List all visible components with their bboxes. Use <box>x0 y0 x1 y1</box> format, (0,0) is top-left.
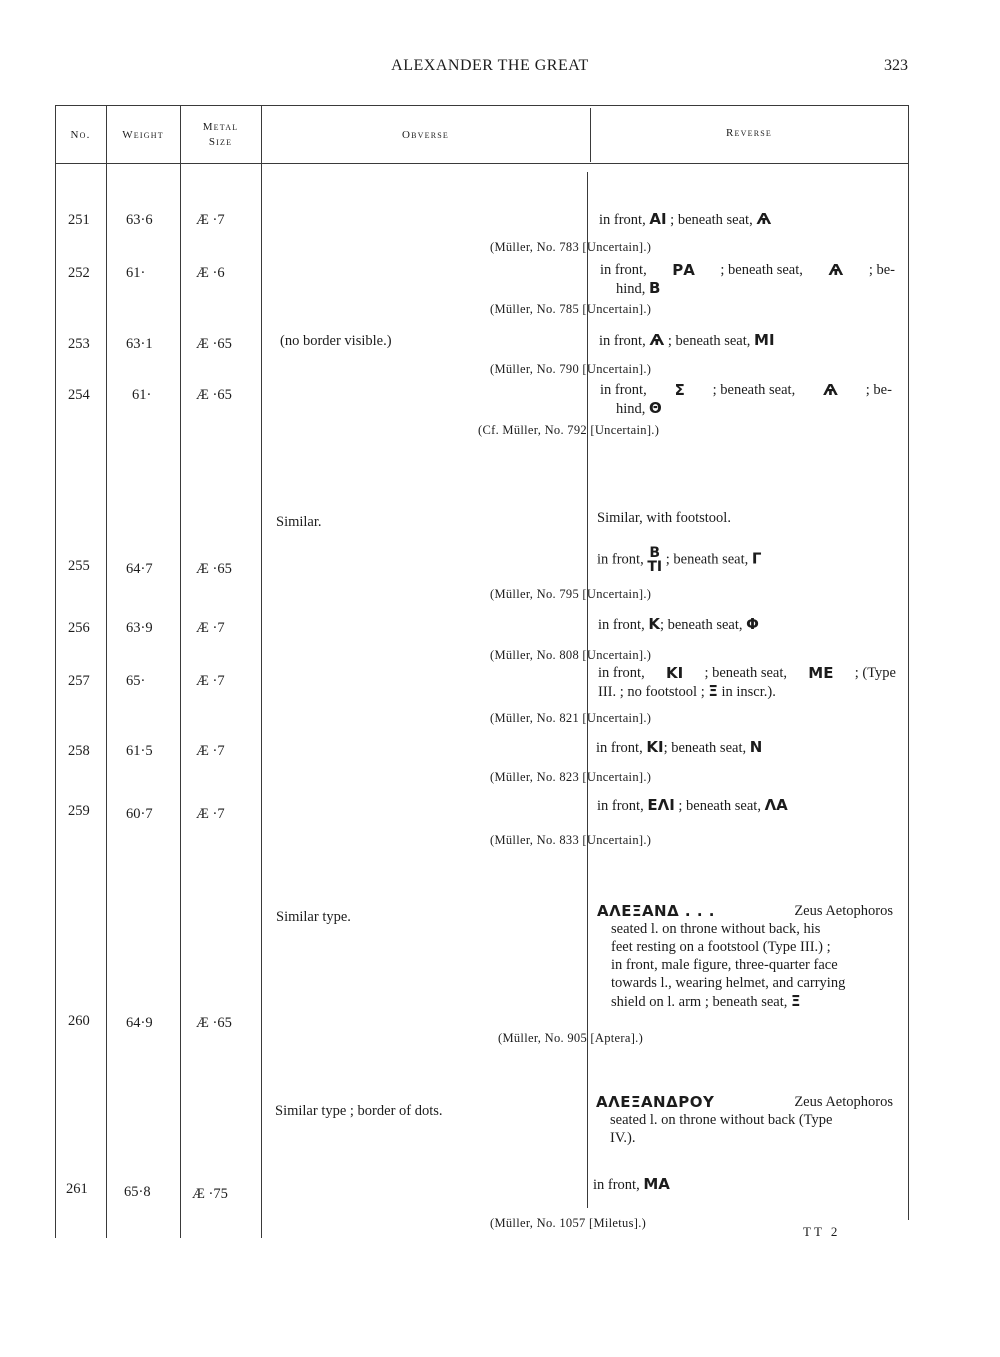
row-metal-size <box>196 620 225 637</box>
monogram-front: ΚΙ <box>665 664 684 682</box>
row-number: 254 <box>68 387 90 403</box>
metal-symbol: Æ <box>196 336 209 352</box>
reverse-text: ; beneath seat, <box>704 665 788 681</box>
size-value: ·7 <box>212 673 225 689</box>
row-weight: 61· <box>126 265 146 281</box>
signature-mark: TT 2 <box>803 1224 841 1239</box>
reverse-text: Zeus Aetophoros <box>794 1094 893 1110</box>
muller-reference: (Müller, No. 795 [Uncertain].) <box>490 587 652 601</box>
row-metal-size <box>192 1186 228 1203</box>
reverse-text: seated l. on throne without back (Type <box>610 1112 833 1128</box>
muller-reference: (Müller, No. 1057 [Miletus].) <box>490 1216 647 1230</box>
reverse-description <box>600 261 895 298</box>
reverse-description <box>596 1093 893 1147</box>
monogram-seat: ΜΕ <box>808 664 834 682</box>
reverse-text: seated l. on throne without back, his <box>611 921 821 937</box>
page-number: 323 <box>884 57 908 74</box>
row-weight: 60·7 <box>126 806 153 822</box>
metal-symbol: Æ <box>196 673 209 689</box>
row-number: 257 <box>68 673 90 689</box>
reverse-description: Similar, with footstool. <box>597 510 731 526</box>
row-number: 261 <box>66 1181 88 1197</box>
reverse-text: III. ; no footstool ; <box>598 684 705 700</box>
reverse-text: ; beneath seat, <box>667 333 751 349</box>
reverse-description <box>600 381 892 418</box>
monogram-inscription: Ξ <box>708 682 718 700</box>
metal-symbol: Æ <box>196 743 209 759</box>
reverse-text: hind, <box>616 401 646 417</box>
size-value: ·6 <box>212 265 225 281</box>
row-metal-size <box>196 336 232 353</box>
monogram-seat: ΜΙ <box>754 331 775 349</box>
row-weight: 64·9 <box>126 1015 153 1031</box>
row-metal-size <box>196 806 225 823</box>
header-no: No. <box>70 129 91 141</box>
reverse-text: ; beneath seat, <box>663 740 747 756</box>
row-metal-size <box>196 212 225 229</box>
row-weight: 64·7 <box>126 561 153 577</box>
row-weight: 63·6 <box>126 212 153 228</box>
row-weight: 63·1 <box>126 336 153 352</box>
obverse-description: Similar type ; border of dots. <box>275 1103 443 1119</box>
row-number: 251 <box>68 212 90 228</box>
row-metal-size <box>196 743 225 760</box>
reverse-text: towards l., wearing helmet, and carrying <box>611 975 846 991</box>
row-weight: 61·5 <box>126 743 153 759</box>
reverse-description <box>597 796 788 815</box>
metal-symbol: Æ <box>196 806 209 822</box>
size-value: ·7 <box>212 743 225 759</box>
reverse-description <box>596 738 762 757</box>
muller-reference: (Müller, No. 823 [Uncertain].) <box>490 770 652 784</box>
metal-symbol: Æ <box>196 620 209 636</box>
metal-symbol: Æ <box>196 212 209 228</box>
monogram-behind: B <box>649 279 661 297</box>
reverse-text: ; be- <box>868 262 895 278</box>
metal-symbol: Æ <box>196 1015 209 1031</box>
row-metal-size <box>196 387 232 404</box>
header-reverse: Reverse <box>726 127 772 139</box>
row-weight: 65· <box>126 673 146 689</box>
reverse-description <box>599 331 775 350</box>
monogram-seat: Ѧ <box>828 261 844 279</box>
size-value: ·65 <box>212 1015 232 1031</box>
reverse-text: in front, <box>599 212 646 228</box>
row-weight: 61· <box>132 387 152 403</box>
monogram-front: Κ <box>648 615 660 633</box>
row-metal-size <box>196 561 232 578</box>
size-value: ·75 <box>208 1186 228 1202</box>
reverse-text: in front, <box>598 665 645 681</box>
row-number: 258 <box>68 743 90 759</box>
monogram-front: ΕΛΙ <box>647 796 675 814</box>
muller-reference: (Müller, No. 790 [Uncertain].) <box>490 362 652 376</box>
muller-reference: (Müller, No. 821 [Uncertain].) <box>490 711 652 725</box>
reverse-text: in front, male figure, three-quarter face <box>611 957 838 973</box>
row-number: 255 <box>68 558 90 574</box>
monogram-front: ΑΙ <box>649 210 667 228</box>
monogram-seat: Γ <box>751 549 762 568</box>
row-weight: 65·8 <box>124 1184 151 1200</box>
reverse-text: in front, <box>598 617 645 633</box>
row-metal-size <box>196 673 225 690</box>
reverse-text: in front, <box>600 382 647 398</box>
obverse-description: Similar type. <box>276 909 351 925</box>
row-number: 260 <box>68 1013 90 1029</box>
monogram-front: ΚΙ <box>646 738 664 756</box>
monogram-behind: Θ <box>649 399 662 417</box>
monogram-seat: ΛΑ <box>764 796 788 814</box>
monogram-seat: Φ <box>746 615 759 633</box>
obverse-description: (no border visible.) <box>280 333 392 349</box>
reverse-text: ; beneath seat, <box>678 798 761 814</box>
header-size-label: Size <box>208 136 233 148</box>
obverse-description: Similar. <box>276 514 322 530</box>
row-number: 256 <box>68 620 90 636</box>
reverse-text: in front, <box>597 551 644 568</box>
reverse-text: shield on l. arm ; beneath seat, <box>611 994 788 1010</box>
monogram-front: ΜΑ <box>643 1175 670 1193</box>
reverse-text: hind, <box>616 281 646 297</box>
reverse-text: in front, <box>600 262 647 278</box>
running-title: ALEXANDER THE GREAT <box>391 57 589 74</box>
reverse-description <box>598 615 759 634</box>
coin-legend: ΑΛΕΞΑΝΔΡΟΥ <box>596 1093 715 1111</box>
reverse-text: in inscr.). <box>721 684 776 700</box>
metal-symbol: Æ <box>192 1186 205 1202</box>
muller-reference: (Müller, No. 785 [Uncertain].) <box>490 302 652 316</box>
muller-reference: (Müller, No. 808 [Uncertain].) <box>490 648 652 662</box>
row-weight: 63·9 <box>126 620 153 636</box>
size-value: ·7 <box>212 620 225 636</box>
header-weight: Weight <box>122 129 164 141</box>
reverse-text: ; beneath seat, <box>720 262 803 278</box>
monogram-front: Σ <box>674 381 685 399</box>
monogram-front: Ѧ <box>649 331 665 349</box>
row-number: 252 <box>68 265 90 281</box>
muller-reference: (Müller, No. 833 [Uncertain].) <box>490 833 652 847</box>
coin-legend: ΑΛΕΞΑΝΔ . . . <box>597 902 715 920</box>
reverse-description <box>597 546 761 574</box>
header-metal-label: Metal <box>202 121 239 133</box>
monogram-seat: Ξ <box>791 992 801 1010</box>
monogram-front <box>647 546 662 574</box>
size-value: ·7 <box>212 806 225 822</box>
monogram-seat: Ѧ <box>756 210 772 228</box>
size-value: ·65 <box>212 561 232 577</box>
muller-reference: (Cf. Müller, No. 792 [Uncertain].) <box>478 423 660 437</box>
reverse-text: ; beneath seat, <box>670 212 753 228</box>
reverse-text: ; be- <box>865 382 892 398</box>
monogram-seat: Ν <box>749 738 763 756</box>
size-value: ·7 <box>212 212 225 228</box>
metal-symbol: Æ <box>196 387 209 403</box>
reverse-description <box>597 902 893 1011</box>
reverse-text: Zeus Aetophoros <box>794 903 893 919</box>
size-value: ·65 <box>212 336 232 352</box>
reverse-description <box>598 664 896 701</box>
reverse-text: in front, <box>596 740 643 756</box>
reverse-text: ; beneath seat, <box>712 382 796 398</box>
reverse-text: IV.). <box>610 1130 636 1146</box>
reverse-text: ; beneath seat, <box>665 551 749 568</box>
metal-symbol: Æ <box>196 561 209 577</box>
row-number: 259 <box>68 803 90 819</box>
reverse-description <box>599 210 771 229</box>
reverse-text: in front, <box>597 798 644 814</box>
monogram-front: ΡΑ <box>672 261 695 279</box>
monogram-upper: B <box>649 545 661 561</box>
reverse-text: feet resting on a footstool (Type III.) ; <box>611 939 831 955</box>
muller-reference: (Müller, No. 905 [Aptera].) <box>498 1031 644 1045</box>
reverse-text: ; (Type <box>854 665 896 681</box>
reverse-description <box>593 1175 670 1194</box>
metal-symbol: Æ <box>196 265 209 281</box>
monogram-lower: ΤΙ <box>647 559 663 575</box>
row-number: 253 <box>68 336 90 352</box>
reverse-text: ; beneath seat, <box>659 617 743 633</box>
reverse-text: in front, <box>599 333 646 349</box>
header-obverse: Obverse <box>401 129 450 141</box>
row-metal-size <box>196 265 225 282</box>
header-metal <box>180 120 261 150</box>
row-metal-size <box>196 1015 232 1032</box>
muller-reference: (Müller, No. 783 [Uncertain].) <box>490 240 652 254</box>
monogram-seat: Ѧ <box>823 381 838 399</box>
reverse-text: in front, <box>593 1177 640 1193</box>
size-value: ·65 <box>212 387 232 403</box>
